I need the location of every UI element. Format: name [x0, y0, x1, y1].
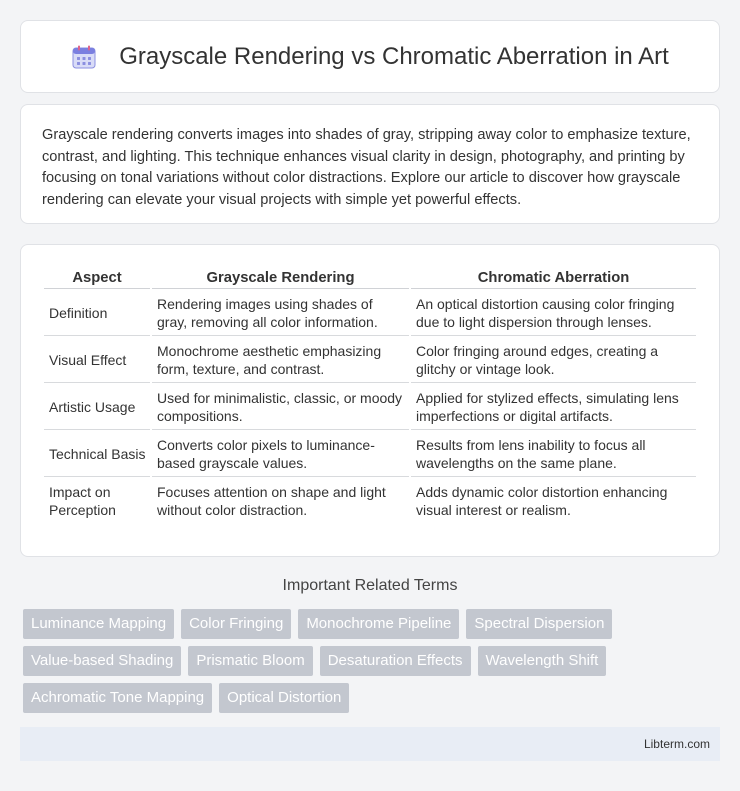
table-row [44, 385, 696, 430]
comparison-card [20, 244, 720, 557]
row-chromatic: Color fringing around edges, creating a glitchy or vintage look. [411, 338, 696, 383]
row-chromatic: Results from lens inability to focus all wavelengths on the same plane. [411, 432, 696, 477]
tag-monochrome-pipeline[interactable]: Monochrome Pipeline [298, 609, 459, 639]
row-aspect: Technical Basis [44, 432, 150, 477]
row-aspect: Impact on Perception [49, 484, 116, 518]
footer-link[interactable]: Libterm.com [643, 737, 710, 751]
header-aspect: Aspect [44, 267, 150, 289]
table-header-row [44, 267, 696, 289]
header-chromatic: Chromatic Aberration [411, 267, 696, 289]
tag-value-based-shading[interactable]: Value-based Shading [23, 646, 181, 676]
row-chromatic: An optical distortion causing color fringing due to light dispersion through lenses. [411, 291, 696, 336]
page-title: Grayscale Rendering vs Chromatic Aberration in Art [119, 42, 669, 70]
tag-desaturation-effects[interactable]: Desaturation Effects [320, 646, 471, 676]
tag-color-fringing[interactable]: Color Fringing [181, 609, 291, 639]
tag-spectral-dispersion[interactable]: Spectral Dispersion [466, 609, 612, 639]
footer [20, 727, 720, 761]
row-grayscale: Rendering images using shades of gray, removing all color information. [152, 291, 409, 336]
tag-optical-distortion[interactable]: Optical Distortion [219, 683, 349, 713]
row-grayscale: Used for minimalistic, classic, or moody compositions. [152, 385, 409, 430]
related-terms-title: Important Related Terms [282, 577, 458, 594]
row-aspect: Artistic Usage [44, 385, 150, 430]
tag-luminance-mapping[interactable]: Luminance Mapping [23, 609, 174, 639]
tag-wavelength-shift[interactable]: Wavelength Shift [478, 646, 607, 676]
row-chromatic: Applied for stylized effects, simulating lens imperfections or digital artifacts. [411, 385, 696, 430]
tag-achromatic-tone-mapping[interactable]: Achromatic Tone Mapping [23, 683, 212, 713]
row-grayscale: Converts color pixels to luminance-based grayscale values. [152, 432, 409, 477]
row-aspect: Definition [44, 291, 150, 336]
intro-card [20, 104, 720, 224]
calendar-icon [71, 44, 97, 70]
related-terms-tags [23, 609, 723, 713]
comparison-table [42, 265, 698, 525]
intro-text: Grayscale rendering converts images into shades of gray, stripping away color to emphasize texture, contrast, and lighting. This technique enhances visual clarity in design, photography, and printing by focusing on tonal variations without color distractions. Explore our article to discover how grayscale rendering can elevate your visual projects with simple yet powerful effects. [42, 127, 691, 208]
table-row [44, 432, 696, 477]
table-row [44, 291, 696, 336]
header-grayscale: Grayscale Rendering [152, 267, 409, 289]
row-aspect: Visual Effect [44, 338, 150, 383]
row-chromatic: Adds dynamic color distortion enhancing visual interest or realism. [416, 484, 668, 518]
row-grayscale: Monochrome aesthetic emphasizing form, texture, and contrast. [152, 338, 409, 383]
tag-prismatic-bloom[interactable]: Prismatic Bloom [188, 646, 312, 676]
table-row [44, 338, 696, 383]
table-row [44, 479, 696, 523]
row-grayscale: Focuses attention on shape and light without color distraction. [157, 484, 386, 518]
header-card [20, 20, 720, 93]
